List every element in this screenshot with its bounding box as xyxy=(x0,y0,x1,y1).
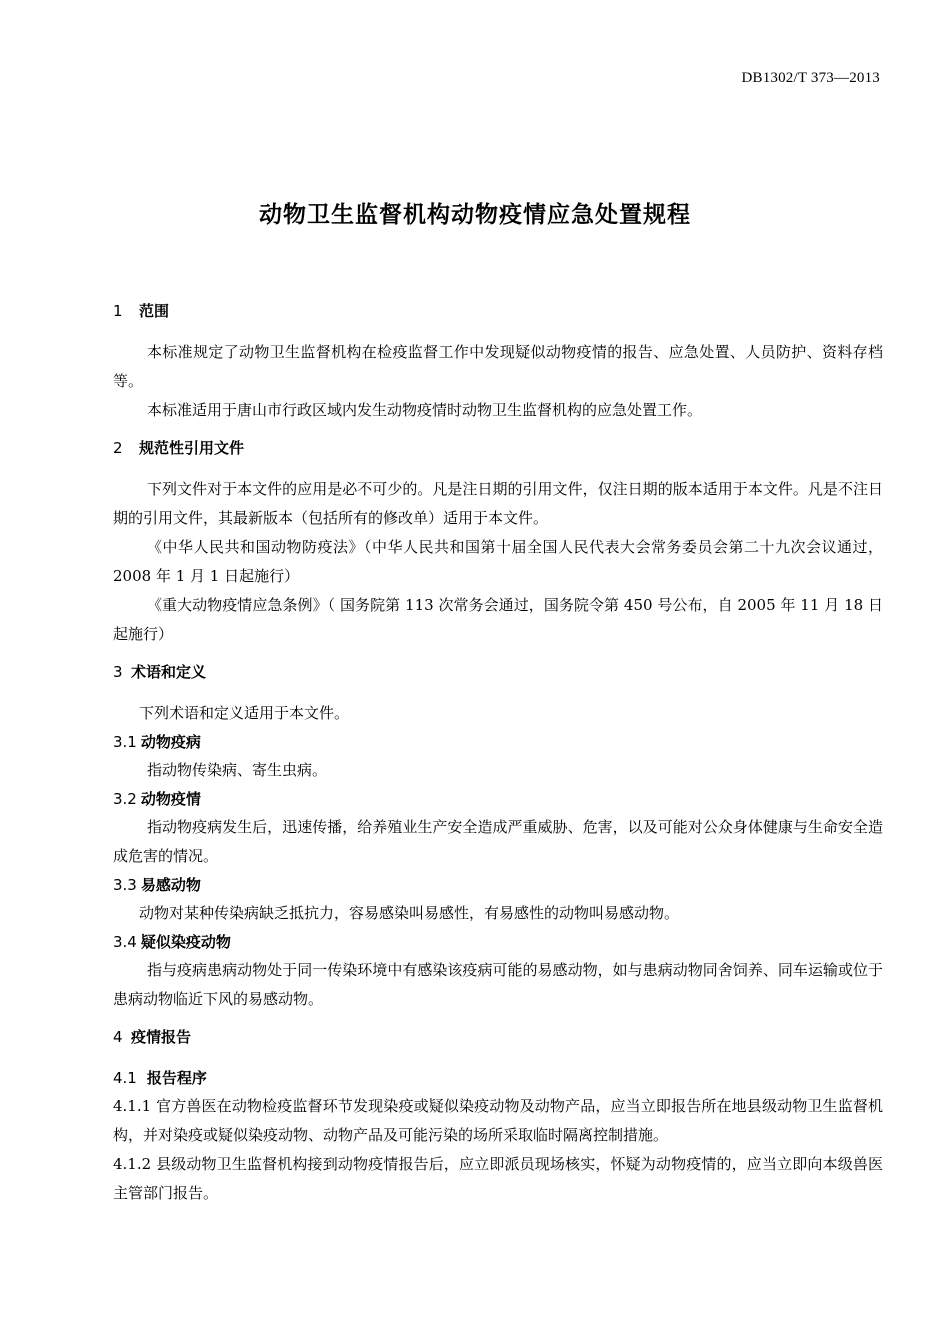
section-2-heading xyxy=(113,435,883,461)
term-number: 3.1 xyxy=(113,733,137,751)
references-paragraph-1: 下列文件对于本文件的应用是必不可少的。凡是注日期的引用文件，仅注日期的版本适用于本文件。凡是不注日期的引用文件，其最新版本（包括所有的修改单）适用于本文件。 xyxy=(113,480,883,527)
term-3-3-heading xyxy=(113,871,883,899)
terms-intro: 下列术语和定义适用于本文件。 xyxy=(139,704,350,722)
section-title: 疫情报告 xyxy=(131,1028,192,1046)
term-3-2-heading xyxy=(113,785,883,813)
subsection-number: 4.1 xyxy=(113,1069,137,1087)
term-number: 3.4 xyxy=(113,933,137,951)
term-title: 疑似染疫动物 xyxy=(140,933,231,951)
term-title: 动物疫病 xyxy=(140,733,201,751)
clause-number: 4.1.2 xyxy=(113,1155,152,1173)
references-paragraph-3: 《重大动物疫情应急条例》（ 国务院第 113 次常务会通过，国务院令第 450 号公布，自 2005 年 11 月 18 日起施行） xyxy=(113,596,883,643)
document-body xyxy=(113,298,883,1208)
scope-paragraph-1: 本标准规定了动物卫生监督机构在检疫监督工作中发现疑似动物疫情的报告、应急处置、人员防护、资料存档等。 xyxy=(113,343,883,390)
subsection-4-1-heading xyxy=(113,1064,883,1092)
subsection-title: 报告程序 xyxy=(146,1069,207,1087)
clause-text: 官方兽医在动物检疫监督环节发现染疫或疑似染疫动物及动物产品，应当立即报告所在地县级动物卫生监督机构，并对染疫或疑似染疫动物、动物产品及可能污染的场所采取临时隔离控制措施。 xyxy=(113,1097,883,1144)
section-number: 1 xyxy=(113,302,123,320)
term-3-4-heading xyxy=(113,928,883,956)
clause-4-1-1 xyxy=(113,1092,883,1150)
scope-paragraph-2: 本标准适用于唐山市行政区域内发生动物疫情时动物卫生监督机构的应急处置工作。 xyxy=(147,401,703,419)
term-3-4-definition: 指与疫病患病动物处于同一传染环境中有感染该疫病可能的易感动物，如与患病动物同舍饲养、同车运输或位于患病动物临近下风的易感动物。 xyxy=(113,961,883,1008)
section-4-heading xyxy=(113,1024,883,1050)
term-title: 动物疫情 xyxy=(140,790,201,808)
clause-text: 县级动物卫生监督机构接到动物疫情报告后，应立即派员现场核实，怀疑为动物疫情的，应当立即向本级兽医主管部门报告。 xyxy=(113,1155,883,1202)
references-paragraph-2: 《中华人民共和国动物防疫法》（中华人民共和国第十届全国人民代表大会常务委员会第二十九次会议通过，2008 年 1 月 1 日起施行） xyxy=(113,538,883,585)
term-3-1-definition: 指动物传染病、寄生虫病。 xyxy=(147,761,328,779)
term-number: 3.3 xyxy=(113,876,137,894)
section-number: 3 xyxy=(113,663,123,681)
term-3-3-definition: 动物对某种传染病缺乏抵抗力，容易感染叫易感性，有易感性的动物叫易感动物。 xyxy=(139,904,680,922)
clause-4-1-2 xyxy=(113,1150,883,1208)
section-title: 范围 xyxy=(139,302,170,320)
section-number: 2 xyxy=(113,439,123,457)
section-title: 规范性引用文件 xyxy=(139,439,245,457)
term-3-2-definition: 指动物疫病发生后，迅速传播，给养殖业生产安全造成严重威胁、危害，以及可能对公众身体健康与生命安全造成危害的情况。 xyxy=(113,818,883,865)
section-1-heading xyxy=(113,298,883,324)
clause-number: 4.1.1 xyxy=(113,1097,152,1115)
term-number: 3.2 xyxy=(113,790,137,808)
document-code: DB1302/T 373—2013 xyxy=(741,70,880,86)
document-title: 动物卫生监督机构动物疫情应急处置规程 xyxy=(259,202,691,228)
section-title: 术语和定义 xyxy=(131,663,207,681)
section-3-heading xyxy=(113,659,883,685)
term-3-1-heading xyxy=(113,728,883,756)
term-title: 易感动物 xyxy=(140,876,201,894)
section-number: 4 xyxy=(113,1028,123,1046)
